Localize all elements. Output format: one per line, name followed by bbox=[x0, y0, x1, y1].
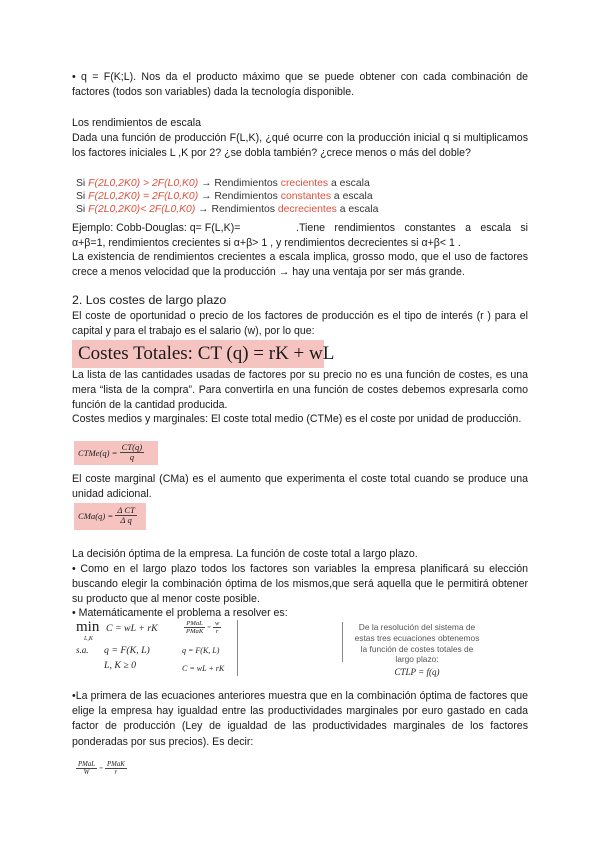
decision-bullet-2: • Matemáticamente el problema a resolver es: bbox=[72, 607, 288, 619]
rendimientos-question: Dada una función de producción F(L,K), ¿qué ocurre con la producción inicial q si multiplicamos los factores iniciales L ,K por 2? ¿se dobla también? ¿crece menos o más del doble? bbox=[72, 132, 528, 160]
section-heading: 2. Los costes de largo plazo bbox=[72, 293, 227, 307]
case-row: Si F(2L0,2K0)< 2F(L0,K0) → Rendimientos decrecientes a escala bbox=[76, 204, 379, 215]
divider bbox=[237, 620, 238, 676]
lista-paragraph: La lista de las cantidades usadas de factores por su precio no es una función de costes, es una mera “lista de la compra”. Para convertirla en una función de costes debemos expresarla como función de la cantidad producida. bbox=[72, 369, 528, 412]
production-constraint: q = F(K, L) bbox=[104, 645, 150, 656]
nonnegativity-constraint: L, K ≥ 0 bbox=[104, 660, 137, 671]
cobb-douglas-text: .Tiene rendimientos constantes a escala si α+β=1, rendimientos crecientes si α+β> 1 , y rendimientos decrecientes si α+β< 1 . bbox=[72, 222, 528, 250]
case-row: Si F(2L0,2K0) > 2F(L0,K0) → Rendimientos crecientes a escala bbox=[76, 178, 370, 189]
subject-to: s.a. bbox=[76, 645, 89, 655]
system-note: De la resolución del sistema de estas tres ecuaciones obtenemos la función de costes totales de largo plazo: CTLP = f(q) bbox=[352, 622, 482, 678]
objective-function: C = wL + rK bbox=[106, 623, 158, 634]
ctme-formula: CTMe(q) = $\frac{CT(q)}{q}$ bbox=[78, 442, 143, 463]
case-row: Si F(2L0,2K0) = 2F(L0,K0) → Rendimientos constantes a escala bbox=[76, 191, 373, 202]
equality-formula: $\frac{\text{PMaL}}{W}$ = $\frac{\text{PMaK}}{r}$ bbox=[78, 761, 125, 777]
medios-paragraph: Costes medios y marginales: El coste total medio (CTMe) es el coste por unidad de producción. bbox=[72, 413, 522, 425]
rendimientos-title: Los rendimientos de escala bbox=[72, 117, 201, 129]
cma-formula: CMa(q) = $\frac{\text{Δ CT}}{\text{Δ q}}$ bbox=[78, 505, 135, 526]
ctme-formula-box bbox=[74, 441, 158, 465]
min-subscript: L,K bbox=[84, 636, 93, 642]
marginal-paragraph: El coste marginal (CMa) es el aumento que experimenta el coste total cuando se produce una unidad adicional. bbox=[72, 473, 528, 501]
ctlp-formula: CTLP = f(q) bbox=[394, 667, 440, 678]
min-operator: min bbox=[76, 619, 100, 635]
total-cost-formula: Costes Totales: CT (q) = rK + wL bbox=[78, 343, 335, 364]
ratio-equation: $\frac{\text{PMaL}}{\text{PMaK}}$ = $\frac{w}{r}$ bbox=[186, 620, 220, 636]
system-eq-3: C = wL + rK bbox=[182, 664, 225, 673]
intro-paragraph: • q = F(K;L). Nos da el producto máximo que se puede obtener con cada combinación de factores (todos son variables) dada la tecnología disponible. bbox=[72, 71, 528, 99]
cma-formula-box bbox=[74, 503, 146, 530]
first-equation-paragraph: •La primera de las ecuaciones anteriores muestra que en la combinación óptima de factores que elige la empresa hay igualdad entre las productividades marginales por euro gastado en cada factor de producción (Ley de igualdad de las productividades marginales de los factores ponderadas por sus precios). Es decir: bbox=[72, 690, 528, 748]
total-cost-formula-box bbox=[72, 340, 335, 368]
decision-bullet-1: • Como en el largo plazo todos los factores son variables la empresa planificará su elección buscando elegir la combinación óptima de los mismos,que será aquella que le permitirá obtener su producto que al menor coste posible. bbox=[72, 563, 528, 606]
costes-intro: El coste de oportunidad o precio de los factores de producción es el tipo de interés (r ) para el capital y para el trabajo es el salario (w), por lo que: bbox=[72, 310, 528, 338]
cobb-douglas-label: Ejemplo: Cobb-Douglas: q= F(L,K)= bbox=[72, 222, 241, 234]
system-eq-2: q = F(K, L) bbox=[182, 646, 220, 655]
existence-paragraph: La existencia de rendimientos crecientes a escala implica, grosso modo, que el uso de factores crece a menos velocidad que la producción → hay una ventaja por ser más grande. bbox=[72, 251, 528, 279]
decision-title: La decisión óptima de la empresa. La función de coste total a largo plazo. bbox=[72, 548, 418, 560]
divider bbox=[342, 622, 343, 662]
